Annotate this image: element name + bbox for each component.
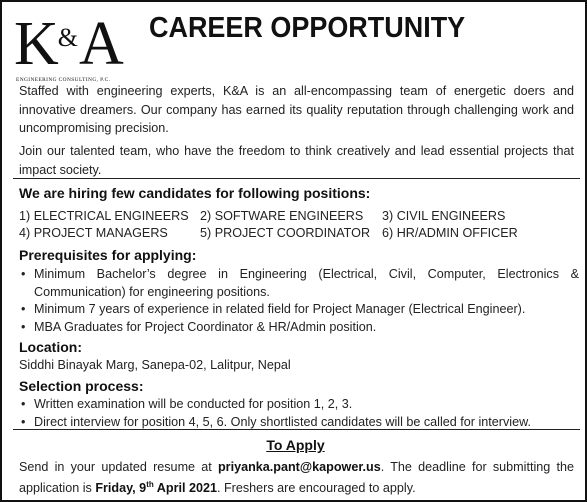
selection-heading: Selection process:	[19, 378, 144, 394]
prerequisites-heading: Prerequisites for applying:	[19, 247, 197, 263]
deadline-rest: April 2021	[153, 481, 217, 496]
divider	[13, 178, 580, 179]
list-item-text: Minimum 7 years of experience in related field for Project Manager (Electrical Engineer).	[34, 302, 526, 316]
list-item-text: MBA Graduates for Project Coordinator & HR/Admin position.	[34, 319, 377, 334]
location-heading: Location:	[19, 339, 82, 355]
list-item	[19, 266, 579, 301]
logo-subtitle: ENGINEERING CONSULTING, P.C.	[16, 77, 111, 83]
apply-deadline	[95, 481, 217, 495]
company-logo	[14, 11, 134, 83]
logo-letters	[14, 7, 122, 78]
intro-paragraph-1: Staffed with engineering experts, K&A is an all-encompassing team of energetic doers and innovative dreamers. Our company has earned its quality reputation through challenging work and uncompromising precision.	[19, 84, 574, 135]
list-item-text: Minimum Bachelor’s degree in Engineering (Electrical, Civil, Computer, Electronics & Communication) for engineering positions.	[34, 267, 579, 299]
logo-letter-k: K	[14, 10, 57, 78]
list-item	[19, 319, 579, 337]
list-item	[19, 396, 579, 414]
logo-ampersand: &	[57, 23, 79, 52]
location-address: Siddhi Binayak Marg, Sanepa-02, Lalitpur, Nepal	[19, 358, 291, 372]
apply-text-middle: . The deadline for submitting the application is	[19, 460, 574, 496]
intro-paragraph-2: Join our talented team, who have the freedom to think creatively and lead essential projects that impact society.	[19, 144, 574, 177]
position-item: 2) SOFTWARE ENGINEERS	[200, 209, 364, 223]
position-item: 4) PROJECT MANAGERS	[19, 226, 168, 240]
deadline-day: Friday, 9	[95, 481, 147, 496]
bullet-icon: •	[21, 397, 26, 411]
apply-heading: To Apply	[266, 437, 325, 453]
bullet-icon: •	[21, 319, 26, 334]
selection-list	[19, 396, 579, 431]
position-item: 6) HR/ADMIN OFFICER	[382, 226, 518, 240]
position-item: 5) PROJECT COORDINATOR	[200, 226, 371, 240]
deadline-suffix: th	[146, 480, 154, 489]
hiring-heading: We are hiring few candidates for following positions:	[19, 185, 371, 201]
list-item-text: Written examination will be conducted for position 1, 2, 3.	[34, 397, 353, 411]
bullet-icon: •	[21, 267, 26, 281]
apply-text-end: . Freshers are encouraged to apply.	[216, 481, 416, 496]
list-item	[19, 301, 579, 319]
page-title: CAREER OPPORTUNITY	[149, 12, 466, 44]
position-item: 3) CIVIL ENGINEERS	[382, 209, 506, 223]
apply-email[interactable]: priyanka.pant@kapower.us	[217, 460, 381, 474]
prerequisites-list	[19, 266, 579, 336]
list-item-text: Direct interview for position 4, 5, 6. Only shortlisted candidates will be called for interview.	[34, 414, 531, 429]
position-item: 1) ELECTRICAL ENGINEERS	[19, 209, 189, 223]
bullet-icon: •	[21, 414, 26, 429]
apply-instructions	[19, 458, 574, 497]
apply-text-start: Send in your updated resume at	[19, 460, 218, 474]
logo-letter-a: A	[79, 10, 122, 78]
divider	[13, 429, 580, 430]
bullet-icon: •	[21, 302, 26, 316]
